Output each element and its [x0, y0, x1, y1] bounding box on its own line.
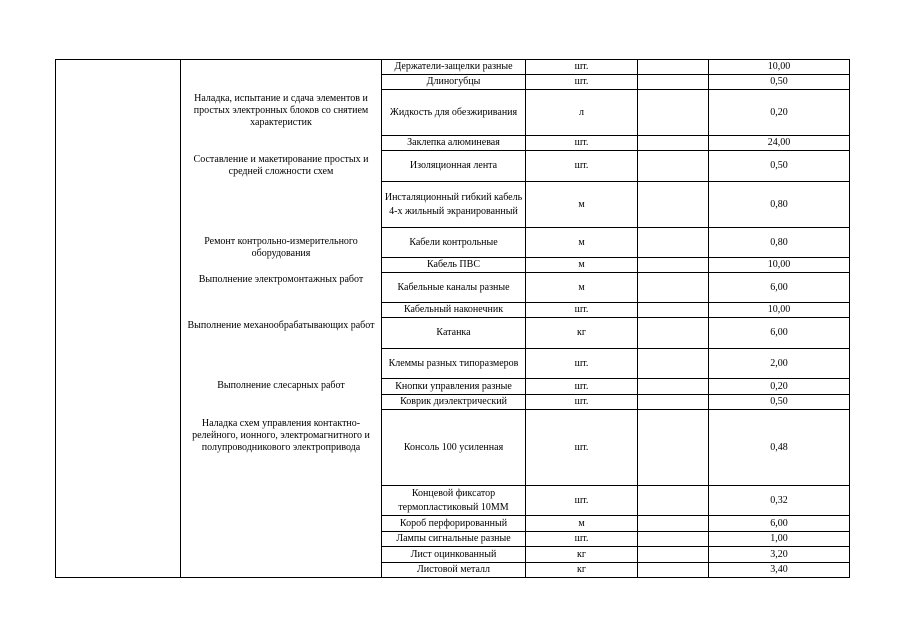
cell-extra: [638, 410, 708, 485]
cell-qty: 6,00: [770, 281, 788, 293]
cell-qty: 3,40: [770, 564, 788, 575]
cell-name: Коврик диэлектрический: [400, 396, 507, 407]
cell-qty: 10,00: [767, 61, 791, 72]
cell-qty: 24,00: [767, 137, 791, 148]
cell-unit: шт.: [574, 76, 589, 87]
work-type-text: Выполнение электромонтажных работ: [198, 274, 364, 285]
work-type-text: Наладка схем управления контактно-релейного, ионного, электромагнитного и полупроводникового электропривода: [192, 418, 370, 453]
cell-extra: [638, 90, 708, 135]
cell-extra: [638, 273, 708, 302]
cell-name: Клеммы разных типоразмеров: [388, 357, 519, 369]
cell-extra: [638, 516, 708, 531]
cell-unit: шт.: [574, 304, 589, 315]
cell-qty: 0,20: [770, 106, 788, 118]
cell-qty: 0,20: [770, 380, 788, 392]
cell-unit: шт.: [574, 396, 589, 407]
cell-qty: 10,00: [767, 259, 791, 270]
cell-name: Длиногубцы: [426, 76, 481, 87]
cell-name: Листовой металл: [416, 564, 491, 575]
cell-extra: [638, 532, 708, 546]
cell-extra: [638, 318, 708, 348]
cell-qty: 3,20: [770, 548, 788, 560]
cell-unit: шт.: [574, 357, 589, 369]
cell-qty: 0,80: [770, 198, 788, 210]
cell-unit: шт.: [574, 494, 589, 506]
cell-unit: шт.: [574, 533, 589, 544]
cell-name: Кабельные каналы разные: [397, 281, 510, 293]
cell-qty: 0,50: [770, 160, 788, 171]
cell-extra: [638, 228, 708, 257]
cell-unit: м: [578, 198, 585, 210]
cell-name: Держатели-защелки разные: [394, 61, 513, 72]
cell-name: Катанка: [436, 327, 471, 338]
column-divider: [180, 59, 181, 577]
cell-extra: [638, 486, 708, 515]
cell-name: Заклепка алюминевая: [407, 137, 500, 148]
cell-unit: кг: [577, 327, 586, 338]
cell-name: Кабельный наконечник: [403, 304, 504, 315]
cell-unit: шт.: [574, 380, 589, 392]
cell-extra: [638, 258, 708, 272]
cell-unit: м: [578, 517, 585, 529]
cell-qty: 10,00: [767, 304, 791, 315]
work-type-text: Выполнение слесарных работ: [217, 380, 345, 391]
cell-unit: шт.: [574, 137, 589, 148]
cell-qty: 1,00: [770, 533, 788, 544]
work-type-text: Наладка, испытание и сдача элементов и простых электронных блоков со снятием характеристик: [193, 93, 369, 128]
cell-qty: 0,80: [770, 236, 788, 248]
cell-qty: 0,32: [770, 494, 788, 506]
cell-extra: [638, 395, 708, 409]
cell-extra: [638, 75, 708, 89]
cell-name: Жидкость для обезжиривания: [389, 106, 518, 118]
cell-name: Концевой фиксатор термопластиковый 10ММ: [398, 487, 509, 513]
table-border-bottom: [55, 577, 850, 578]
cell-qty: 6,00: [770, 517, 788, 529]
cell-unit: кг: [577, 564, 586, 575]
cell-name: Кабель ПВС: [427, 259, 480, 270]
cell-extra: [638, 136, 708, 150]
cell-extra: [638, 303, 708, 317]
work-type-text: Составление и макетирование простых и средней сложности схем: [193, 154, 369, 177]
table-border-right: [849, 59, 850, 577]
cell-qty: 0,50: [770, 396, 788, 407]
cell-extra: [638, 182, 708, 227]
cell-unit: шт.: [574, 441, 589, 453]
table-border-left: [55, 59, 56, 577]
cell-unit: шт.: [574, 160, 589, 171]
cell-unit: л: [579, 106, 584, 118]
cell-extra: [638, 563, 708, 577]
cell-extra: [638, 547, 708, 562]
cell-name: Консоль 100 усиленная: [403, 441, 504, 453]
cell-name: Инсталяционный гибкий кабель 4-х жильный экранированный: [384, 191, 523, 217]
cell-qty: 6,00: [770, 327, 788, 338]
cell-name: Лампы сигнальные разные: [396, 533, 511, 544]
cell-extra: [638, 349, 708, 378]
cell-unit: м: [578, 236, 585, 248]
cell-name: Лист оцинкованный: [410, 548, 497, 560]
cell-unit: шт.: [574, 61, 589, 72]
work-type-text: Ремонт контрольно-измерительного оборудования: [204, 236, 358, 259]
cell-extra: [638, 379, 708, 394]
cell-qty: 2,00: [770, 357, 788, 369]
cell-unit: м: [578, 259, 585, 270]
cell-unit: кг: [577, 548, 586, 560]
cell-qty: 0,50: [770, 76, 788, 87]
cell-name: Изоляционная лента: [409, 160, 498, 171]
work-type-text: Выполнение механообрабатывающих работ: [187, 320, 375, 331]
cell-extra: [638, 151, 708, 181]
cell-qty: 0,48: [770, 441, 788, 453]
cell-name: Кабели контрольные: [409, 236, 498, 248]
cell-unit: м: [578, 281, 585, 293]
cell-name: Кнопки управления разные: [395, 380, 512, 392]
cell-name: Короб перфорированный: [399, 517, 508, 529]
cell-extra: [638, 60, 708, 74]
